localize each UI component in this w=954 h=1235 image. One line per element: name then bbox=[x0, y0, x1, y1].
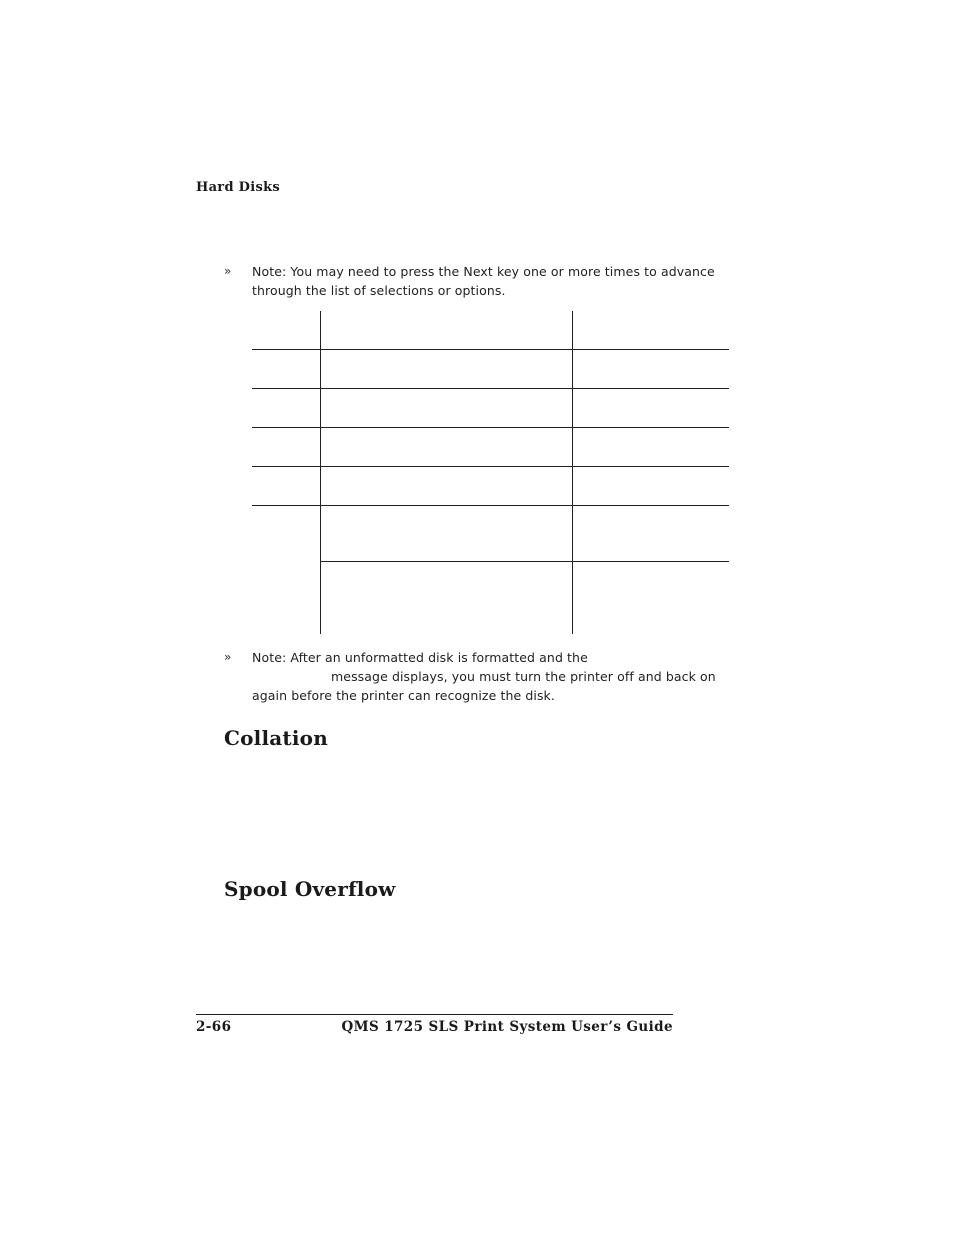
footer-rule bbox=[196, 1014, 673, 1015]
table-row-divider bbox=[252, 388, 729, 389]
note-2-line-1: Note: After an unformatted disk is formatted and the bbox=[252, 650, 588, 665]
book-title: QMS 1725 SLS Print System User’s Guide bbox=[341, 1019, 673, 1035]
section-heading-collation: Collation bbox=[224, 726, 328, 750]
note-marker-icon: » bbox=[224, 264, 232, 278]
table-column-divider-2 bbox=[572, 311, 573, 634]
table-row-divider bbox=[252, 349, 729, 350]
note-1 bbox=[252, 262, 715, 300]
page-number: 2-66 bbox=[196, 1019, 232, 1035]
note-1-line-2: through the list of selections or options. bbox=[252, 283, 506, 298]
table-row-divider bbox=[252, 505, 729, 506]
note-2-line-3: again before the printer can recognize the disk. bbox=[252, 688, 555, 703]
table-row-divider bbox=[320, 561, 729, 562]
note-2 bbox=[252, 648, 732, 705]
running-head: Hard Disks bbox=[196, 180, 281, 195]
table-row-divider bbox=[252, 427, 729, 428]
note-marker-icon: » bbox=[224, 650, 232, 664]
section-heading-spool-overflow: Spool Overflow bbox=[224, 877, 396, 901]
note-1-line-1: Note: You may need to press the Next key one or more times to advance bbox=[252, 264, 715, 279]
table-row-divider bbox=[252, 466, 729, 467]
note-2-line-2: message displays, you must turn the printer off and back on bbox=[331, 669, 716, 684]
table-column-divider-1 bbox=[320, 311, 321, 634]
